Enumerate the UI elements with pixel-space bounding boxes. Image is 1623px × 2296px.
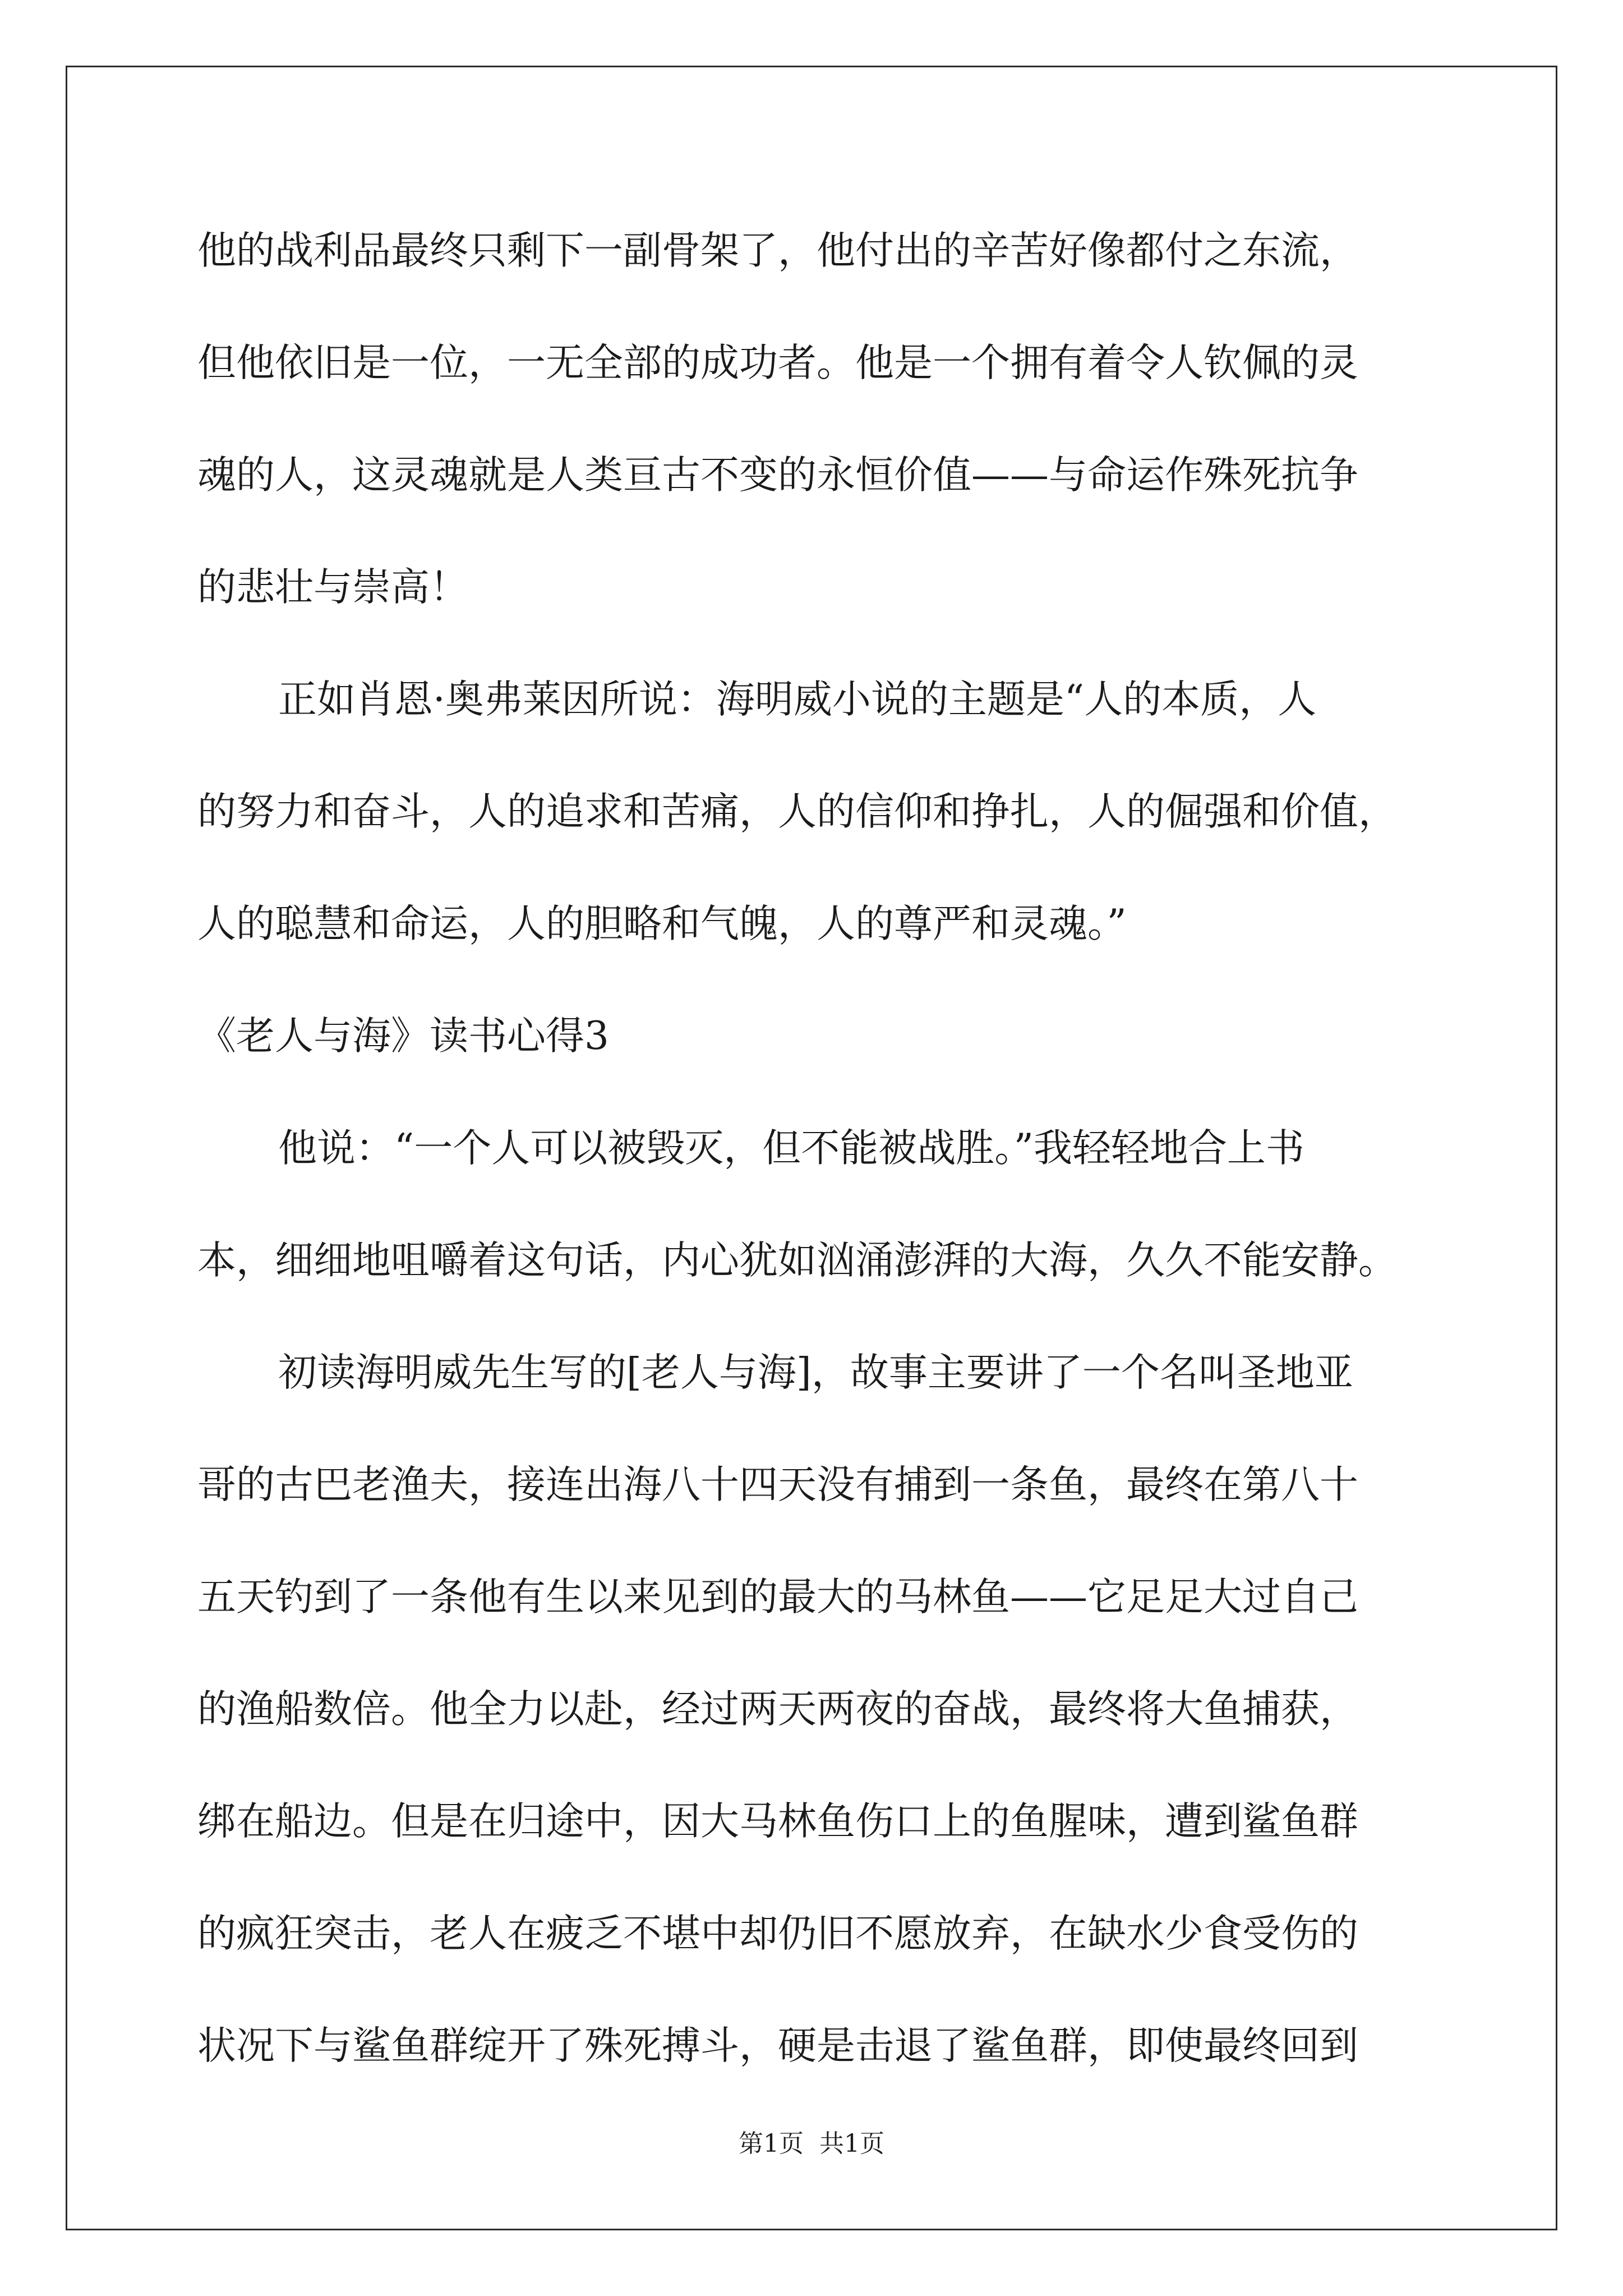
text-line: 的悲壮与崇高！ xyxy=(197,565,468,610)
text-line: 但他依旧是一位，一无全部的成功者。他是一个拥有着令人钦佩的灵 xyxy=(197,341,1358,385)
text-line: 人的聪慧和命运，人的胆略和气魄，人的尊严和灵魂。” xyxy=(197,901,1127,946)
text-line: 魂的人，这灵魂就是人类亘古不变的永恒价值——与命运作殊死抗争 xyxy=(197,453,1358,498)
text-line: 的渔船数倍。他全力以赴，经过两天两夜的奋战，最终将大鱼捕获， xyxy=(197,1687,1358,1732)
text-line: 的疯狂突击，老人在疲乏不堪中却仍旧不愿放弃，在缺水少食受伤的 xyxy=(197,1911,1358,1956)
page-footer: 第1页 共1页 xyxy=(739,2129,884,2158)
text-line: 状况下与鲨鱼群绽开了殊死搏斗，硬是击退了鲨鱼群，即使最终回到 xyxy=(197,2023,1358,2068)
text-line: 他说：“一个人可以被毁灭，但不能被战胜。”我轻轻地合上书 xyxy=(278,1126,1305,1171)
text-line: 的努力和奋斗，人的追求和苦痛，人的信仰和挣扎，人的倔强和价值， xyxy=(197,789,1397,834)
text-line: 正如肖恩·奥弗莱因所说：海明威小说的主题是“人的本质，人 xyxy=(278,677,1317,722)
text-line: 他的战利品最终只剩下一副骨架了，他付出的辛苦好像都付之东流， xyxy=(197,228,1358,273)
text-line: 五天钓到了一条他有生以来见到的最大的马林鱼——它足足大过自己 xyxy=(197,1575,1358,1619)
text-line: 本，细细地咀嚼着这句话，内心犹如汹涌澎湃的大海，久久不能安静。 xyxy=(197,1238,1397,1283)
text-line: 绑在船边。但是在归途中，因大马林鱼伤口上的鱼腥味，遭到鲨鱼群 xyxy=(197,1799,1358,1844)
text-line: 初读海明威先生写的[老人与海]，故事主要讲了一个名叫圣地亚 xyxy=(278,1350,1353,1395)
text-line: 哥的古巴老渔夫，接连出海八十四天没有捕到一条鱼，最终在第八十 xyxy=(197,1462,1358,1507)
section-heading: 《老人与海》读书心得3 xyxy=(197,1014,609,1059)
